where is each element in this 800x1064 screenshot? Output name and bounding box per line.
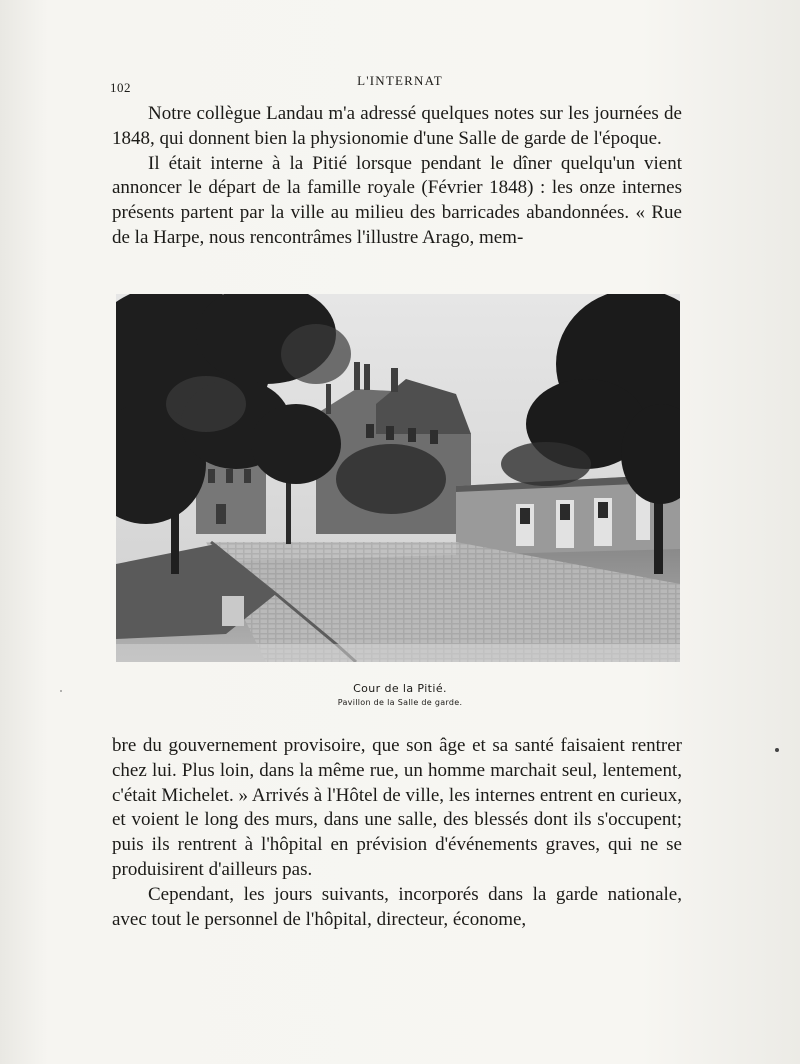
caption-title: Cour de la Pitié.: [353, 682, 447, 695]
paragraph: Il était interne à la Pitié lorsque pendant le dîner quelqu'un vient annoncer le départ de la famille royale (Février 1848) : les onze internes présents partent par la ville au milieu des barricades abandonnées. « Rue de la Harpe, nous rencontrâmes l'illustre Arago, mem-: [112, 152, 682, 248]
photograph-courtyard: [116, 294, 680, 662]
print-speck: [60, 690, 62, 692]
text-block-top: [112, 102, 682, 251]
page-number: 102: [110, 80, 131, 95]
figure-caption: [0, 682, 800, 707]
paragraph: Cependant, les jours suivants, incorporés dans la garde nationale, avec tout le personnel de l'hôpital, directeur, économe,: [112, 883, 682, 930]
paragraph: Notre collègue Landau m'a adressé quelques notes sur les journées de 1848, qui donnent bien la physionomie d'une Salle de garde de l'époque.: [112, 103, 682, 149]
paragraph: bre du gouvernement provisoire, que son âge et sa santé faisaient rentrer chez lui. Plus loin, dans la même rue, un homme marchait seul, lentement, c'était Michelet. » Arrivés à l'Hôtel de ville, les internes entrent en curieux, et voient le long des murs, dans une salle, des blessés dont ils s'occupent; puis ils rentrent à l'hôpital en prévision d'événements graves, qui ne se produisirent d'ailleurs pas.: [112, 735, 682, 880]
text-block-bottom: [112, 734, 682, 932]
print-speck: [775, 748, 779, 752]
caption-subtitle: Pavillon de la Salle de garde.: [337, 698, 463, 707]
running-title: L'INTERNAT: [357, 73, 443, 88]
